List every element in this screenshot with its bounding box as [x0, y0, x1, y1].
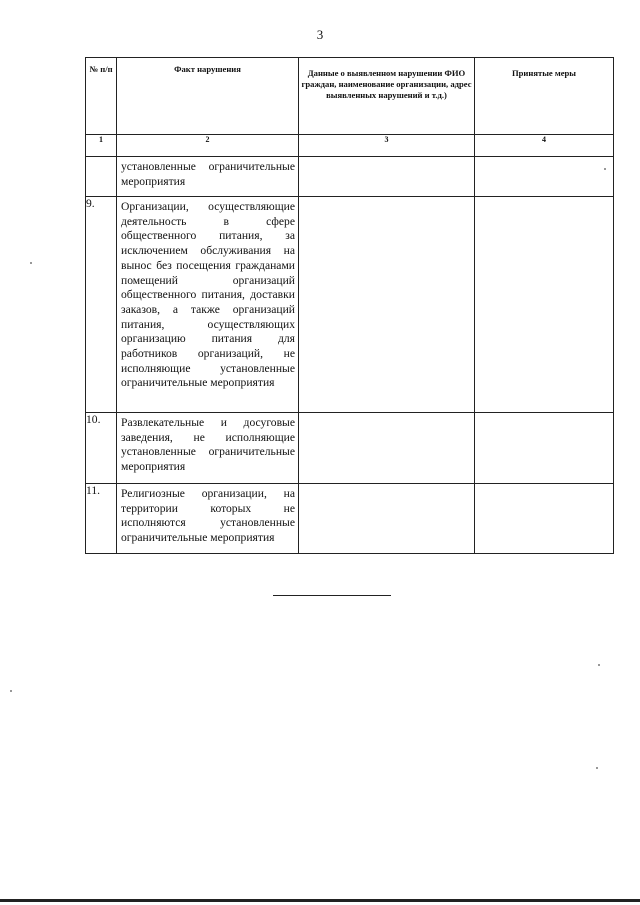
- row-measures: [475, 484, 614, 554]
- row-fact: установленные ограничительные мероприятия: [117, 157, 299, 197]
- row-measures: [475, 197, 614, 413]
- end-rule: [273, 595, 391, 596]
- scan-speck: [10, 690, 12, 692]
- column-number: 4: [475, 135, 614, 157]
- row-fact: Религиозные организации, на территории которых не исполняются установленные ограничительные мероприятия: [117, 484, 299, 554]
- table-row: [86, 197, 614, 413]
- page-number: 3: [316, 27, 324, 42]
- row-number: 10.: [86, 413, 117, 484]
- row-number: 9.: [86, 197, 117, 413]
- header-number: № п/п: [86, 58, 117, 135]
- header-data: Данные о выявленном нарушении ФИО граждан, наименование организации, адрес выявленных нарушений и т.д.): [299, 58, 475, 135]
- scan-speck: [604, 168, 606, 170]
- row-data: [299, 157, 475, 197]
- scan-edge-bar: [0, 899, 640, 902]
- violations-table: [85, 57, 614, 554]
- column-number: 3: [299, 135, 475, 157]
- scan-speck: [30, 262, 32, 264]
- row-fact: Организации, осуществляющие деятельность в сфере общественного питания, за исключением обслуживания на вынос без посещения гражданами помещений организаций общественного питания, доставки заказов, а также организаций питания, осуществляющих организацию питания для работников организаций, не исполняющие установленные ограничительные мероприятия: [117, 197, 299, 413]
- row-data: [299, 413, 475, 484]
- table-header-row: [86, 58, 614, 135]
- column-number: 2: [117, 135, 299, 157]
- table-row: [86, 413, 614, 484]
- scan-speck: [596, 767, 598, 769]
- row-number: 11.: [86, 484, 117, 554]
- scan-speck: [598, 664, 600, 666]
- row-data: [299, 197, 475, 413]
- column-numbers-row: [86, 135, 614, 157]
- table-row: [86, 484, 614, 554]
- column-number: 1: [86, 135, 117, 157]
- row-measures: [475, 157, 614, 197]
- table-row: [86, 157, 614, 197]
- row-measures: [475, 413, 614, 484]
- row-fact: Развлекательные и досуговые заведения, не исполняющие установленные ограничительные мероприятия: [117, 413, 299, 484]
- header-measures: Принятые меры: [475, 58, 614, 135]
- row-number: [86, 157, 117, 197]
- row-data: [299, 484, 475, 554]
- header-fact: Факт нарушения: [117, 58, 299, 135]
